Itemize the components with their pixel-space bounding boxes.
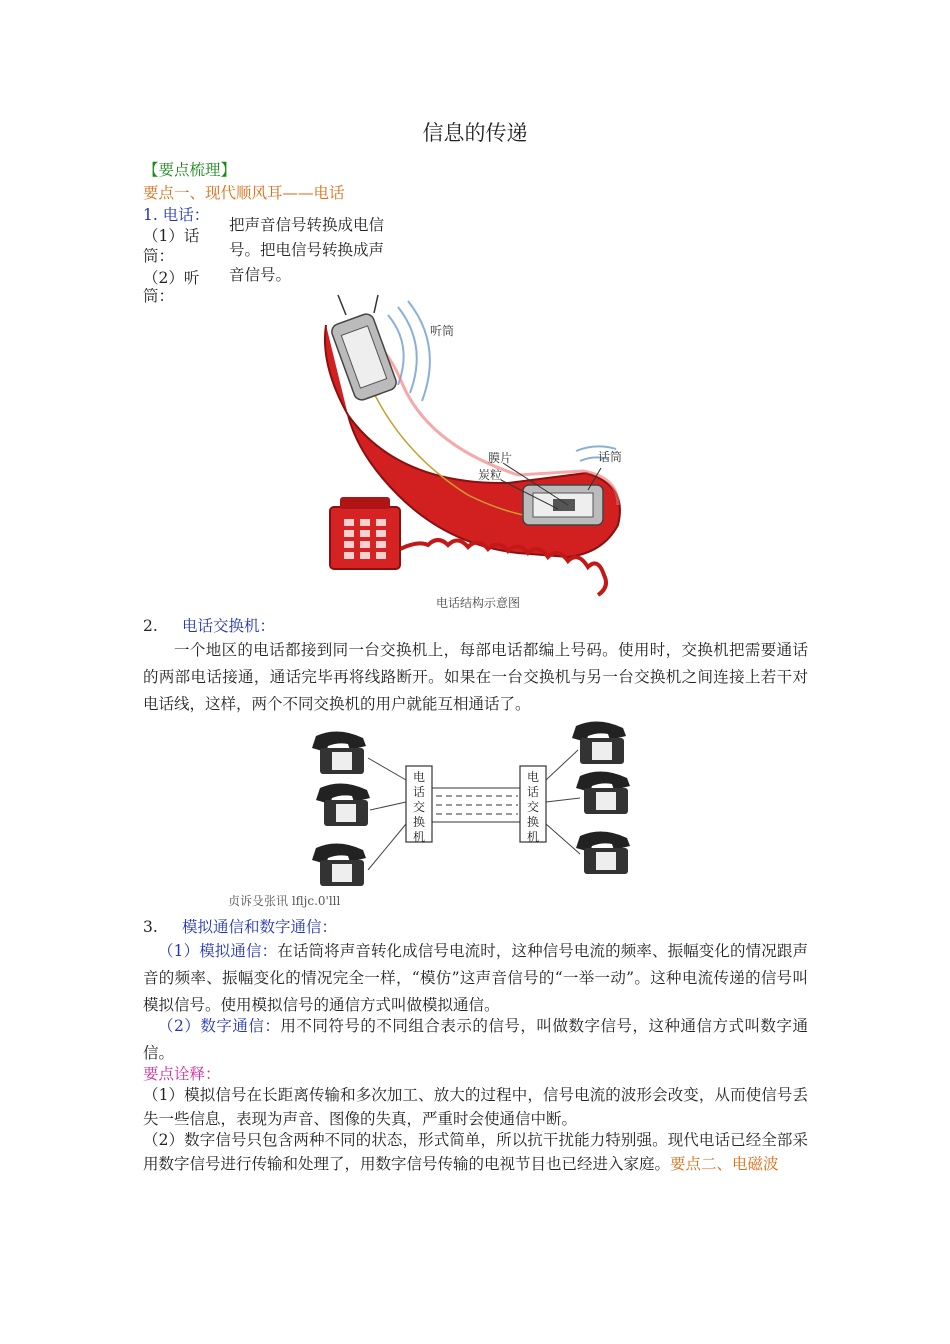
item3-heading: 模拟通信和数字通信： <box>182 918 338 936</box>
item2-heading: 电话交换机： <box>182 617 276 635</box>
left-lines <box>368 758 406 870</box>
svg-text:换: 换 <box>413 815 426 829</box>
svg-text:电: 电 <box>413 770 426 784</box>
item1-label: 1. 电话： <box>143 206 210 224</box>
phone-base <box>330 497 400 569</box>
svg-text:换: 换 <box>527 815 540 829</box>
item2-num: 2. <box>143 617 158 635</box>
digital-label: （2）数字通信： <box>158 1017 281 1035</box>
note2-paragraph <box>143 1128 808 1176</box>
section-header: 【要点梳理】 <box>143 161 237 179</box>
notes-label: 要点诠释： <box>143 1065 221 1083</box>
svg-text:交: 交 <box>527 800 540 814</box>
label-mopian: 膜片 <box>488 451 513 465</box>
item1-side-line2: 号。把电信号转换成声 <box>229 241 385 259</box>
phone-icon <box>576 831 630 874</box>
phone-icon <box>572 721 626 764</box>
item1-sub1b: 筒： <box>143 247 175 265</box>
svg-text:机: 机 <box>527 830 540 844</box>
analog-body: 在话筒将声音转化成信号电流时，这种信号电流的频率、振幅变化的情况跟声音的频率、振幅变化的情况完全一样，“模仿”这声音信号的“一举一动”。这种电流传递的信号叫模拟信号。使用模拟信号的通信方式叫做模拟通信。 <box>143 942 808 1014</box>
item1-side-line3: 音信号。 <box>229 266 292 284</box>
trunk-dashed-lines <box>436 796 518 814</box>
phone-figure-caption: 电话结构示意图 <box>436 596 521 610</box>
item3-num: 3. <box>143 918 158 936</box>
exchange-box-left-label <box>413 769 425 844</box>
page-title: 信息的传递 <box>422 121 528 145</box>
digital-body: 用不同符号的不同组合表示的信号，叫做数字信号，这种通信方式叫数字通信。 <box>143 1017 808 1062</box>
item1-sub2b-clip <box>143 285 175 305</box>
item1-sub2a: （2）听 <box>143 269 200 287</box>
note1: （1）模拟信号在长距离传输和多次加工、放大的过程中，信号电流的波形会改变，从而使信号丢失一些信息，表现为声音、图像的失真，严重时会使通信中断。 <box>143 1086 808 1128</box>
svg-text:交: 交 <box>413 800 426 814</box>
label-tanli: 炭粒 <box>478 468 503 482</box>
item1-sub2b: 筒： <box>143 287 175 305</box>
item1-sub1a: （1）话 <box>143 227 200 245</box>
item1-side-line1: 把声音信号转换成电信 <box>229 216 385 234</box>
svg-text:话: 话 <box>527 785 540 799</box>
phone-icon <box>316 783 370 826</box>
phone-icon <box>312 843 366 886</box>
item2-body: 一个地区的电话都接到同一台交换机上，每部电话都编上号码。使用时，交换机把需要通话的两部电话接通，通话完毕再将线路断开。如果在一台交换机与另一台交换机之间连接上若干对电话线，这样，两个不同交换机的用户就能互相通话了。 <box>143 641 808 713</box>
top-wire <box>338 295 378 315</box>
digital-paragraph <box>143 1013 808 1067</box>
label-huatong: 话筒 <box>598 450 623 464</box>
svg-text:电: 电 <box>527 770 540 784</box>
point2-title: 要点二、电磁波 <box>670 1155 779 1173</box>
phone-icon <box>312 731 366 774</box>
exchange-figure <box>228 718 648 918</box>
phone-icon <box>576 771 630 814</box>
label-tingtong: 听筒 <box>430 324 455 338</box>
mouthpiece-capsule <box>523 485 603 525</box>
phone-structure-figure <box>318 295 628 615</box>
point1-title: 要点一、现代顺风耳——电话 <box>143 184 345 202</box>
exchange-box-right-label <box>527 769 539 844</box>
svg-text:机: 机 <box>413 830 426 844</box>
right-lines <box>546 750 580 854</box>
analog-paragraph <box>143 938 808 1019</box>
note2: （2）数字信号只包含两种不同的状态，形式简单，所以抗干扰能力特别强。现代电话已经全部采用数字信号进行传输和处理了，用数字信号传输的电视节目也已经进入家庭。 <box>143 1131 808 1173</box>
svg-text:话: 话 <box>413 785 426 799</box>
analog-label: （1）模拟通信： <box>158 942 278 960</box>
exchange-figure-watermark: 贞诉殳张讯 lfljc.0'lll <box>228 894 341 908</box>
